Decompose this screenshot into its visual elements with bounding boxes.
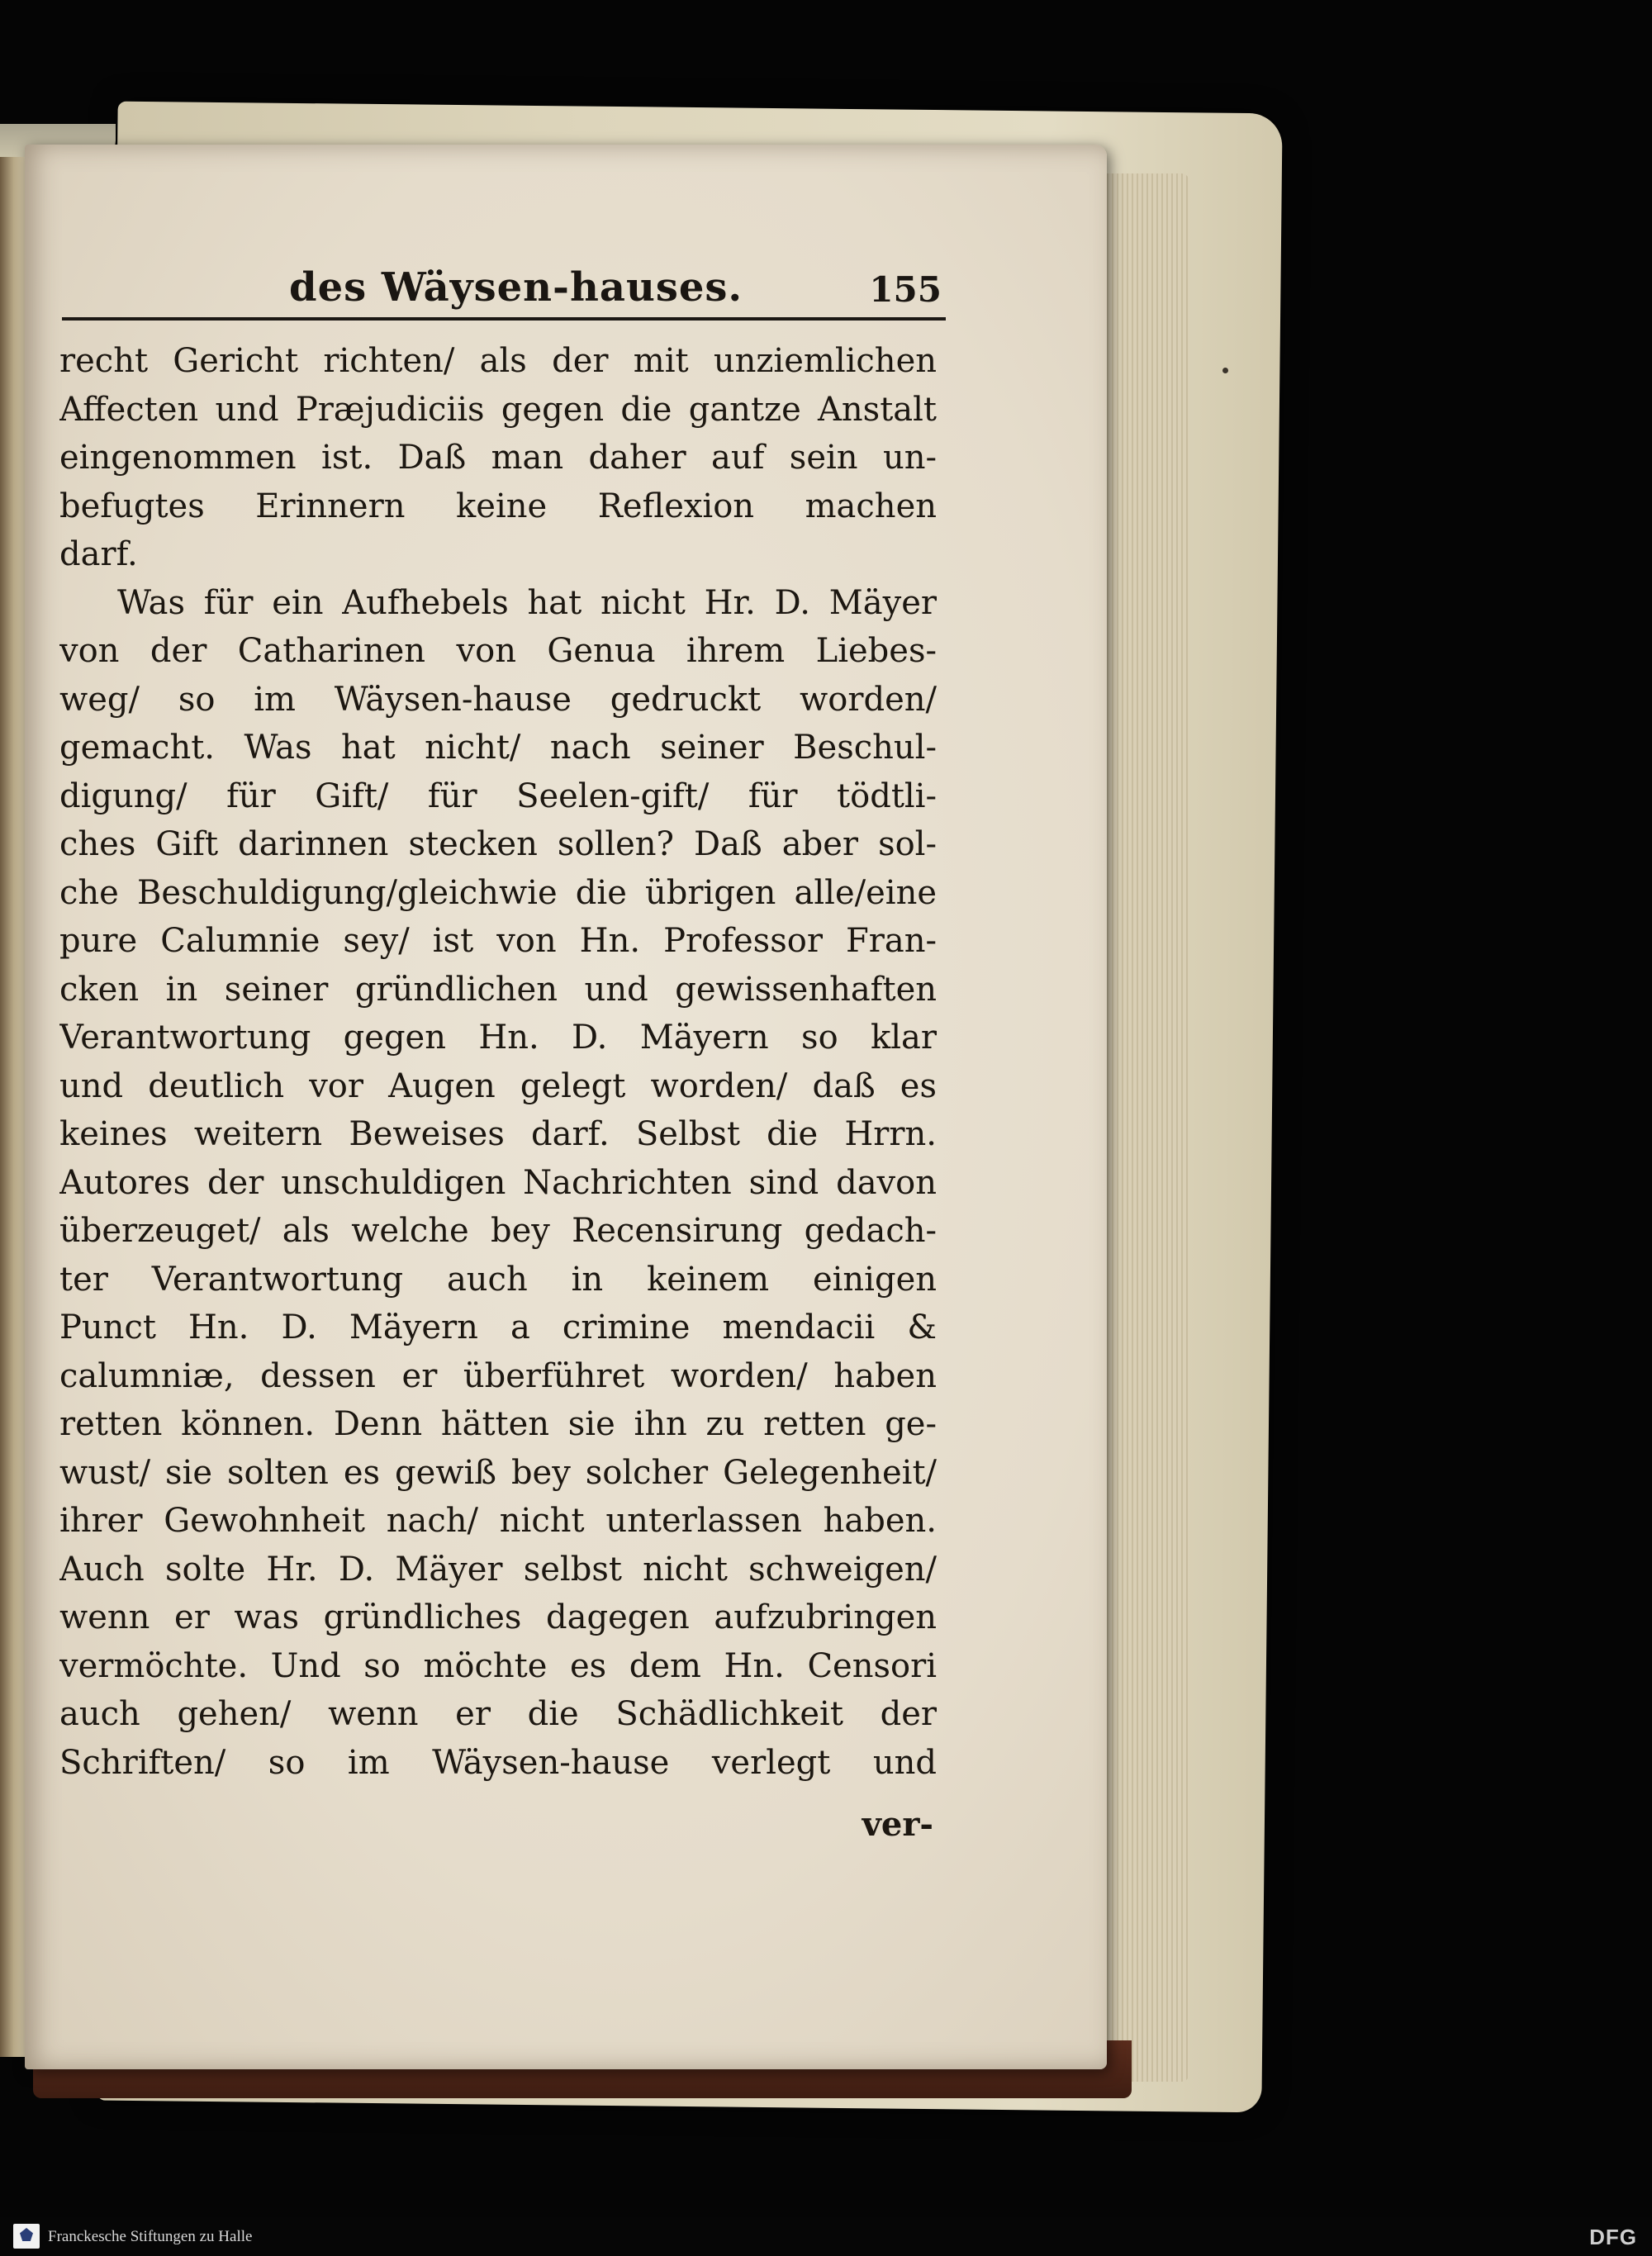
- text-line: Was für ein Aufhebels hat nicht Hr. D. Mäyer: [117, 583, 937, 622]
- text-line: recht Gericht richten/ als der mit unziemlichen: [59, 342, 937, 380]
- text-line: darf.: [59, 535, 138, 573]
- text-line: weg/ so im Wäysen-hause gedruckt worden/: [59, 680, 937, 719]
- text-line: eingenommen ist. Daß man daher auf sein un-: [59, 439, 937, 477]
- catchword: ver-: [862, 1805, 933, 1844]
- text-line: befugtes Erinnern keine Reflexion machen: [59, 487, 937, 525]
- footer-institution: Franckesche Stiftungen zu Halle: [48, 2228, 253, 2245]
- text-line: Autores der unschuldigen Nachrichten sind davon: [59, 1163, 937, 1202]
- text-line: calumniæ, dessen er überführet worden/ haben: [59, 1356, 937, 1395]
- text-line: überzeuget/ als welche bey Recensirung gedach-: [59, 1212, 937, 1250]
- text-line: Verantwortung gegen Hn. D. Mäyern so klar: [59, 1019, 937, 1057]
- text-line: Punct Hn. D. Mäyern a crimine mendacii &: [59, 1308, 937, 1346]
- text-line: wust/ sie solten es gewiß bey solcher Gelegenheit/: [59, 1453, 937, 1492]
- body-text: [59, 337, 937, 1787]
- page-header: [62, 264, 950, 314]
- running-head: des Wäysen-hauses.: [289, 264, 743, 311]
- text-line: retten können. Denn hätten sie ihn zu retten ge-: [59, 1405, 937, 1443]
- text-line: ches Gift darinnen stecken sollen? Daß aber sol-: [59, 825, 937, 863]
- text-line: Schriften/ so im Wäysen-hause verlegt und: [59, 1743, 937, 1782]
- text-line: ter Verantwortung auch in keinem einigen: [59, 1260, 937, 1299]
- ink-speck: [1222, 368, 1228, 373]
- dfg-logo: DFG: [1589, 2225, 1637, 2249]
- text-line: und deutlich vor Augen gelegt worden/ daß es: [59, 1066, 937, 1105]
- text-line: digung/ für Gift/ für Seelen-gift/ für tödtli-: [59, 777, 937, 815]
- text-line: ihrer Gewohnheit nach/ nicht unterlassen haben.: [59, 1502, 937, 1540]
- text-line: wenn er was gründliches dagegen aufzubringen: [59, 1598, 937, 1636]
- text-line: keines weitern Beweises darf. Selbst die Hrrn.: [59, 1115, 937, 1153]
- text-line: che Beschuldigung/gleichwie die übrigen alle/eine: [59, 873, 937, 912]
- text-line: auch gehen/ wenn er die Schädlichkeit der: [59, 1695, 937, 1733]
- page-number: 155: [869, 269, 942, 310]
- text-line: Auch solte Hr. D. Mäyer selbst nicht schweigen/: [59, 1550, 937, 1589]
- text-line: pure Calumnie sey/ ist von Hn. Professor Fran-: [59, 922, 937, 960]
- text-line: cken in seiner gründlichen und gewissenhaften: [59, 970, 937, 1009]
- text-line: Affecten und Præjudiciis gegen die gantze Anstalt: [59, 390, 937, 429]
- text-line: vermöchte. Und so möchte es dem Hn. Censori: [59, 1646, 937, 1685]
- text-line: von der Catharinen von Genua ihrem Liebes-: [59, 632, 937, 670]
- text-line: gemacht. Was hat nicht/ nach seiner Beschul-: [59, 729, 937, 767]
- header-rule: [62, 317, 946, 321]
